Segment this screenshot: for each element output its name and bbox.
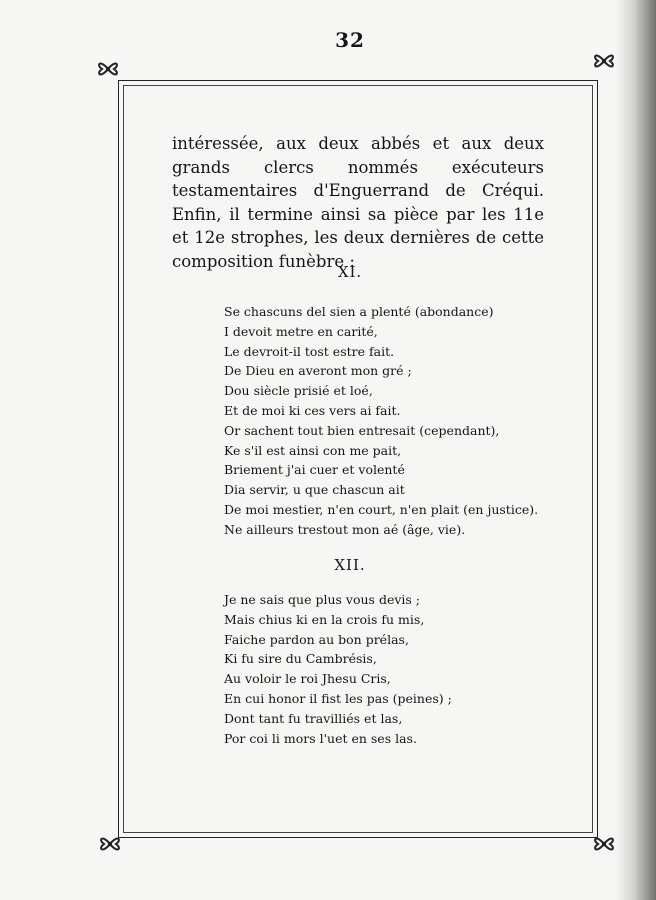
page-edge-shadow	[616, 0, 656, 900]
stanza-heading-xii: XII.	[334, 556, 366, 574]
prose-paragraph	[172, 132, 544, 273]
stanza-heading-xi: XI.	[337, 263, 363, 281]
stanza-xi	[224, 302, 539, 540]
verse-line: Ke s'il est ainsi con me pait,	[224, 442, 402, 458]
corner-ornament-icon	[590, 830, 618, 858]
verse-line: Faiche pardon au bon prélas,	[224, 631, 409, 647]
verse-line: En cui honor il fist les pas (peines) ;	[224, 690, 452, 706]
verse-line: Ki fu sire du Cambrésis,	[224, 651, 377, 667]
stanza-xii	[224, 590, 524, 748]
verse-line: Et de moi ki ces vers ai fait.	[224, 402, 401, 418]
verse-line: I devoit metre en carité,	[224, 323, 378, 339]
verse-line: Mais chius ki en la crois fu mis,	[224, 611, 425, 627]
verse-line: Dou siècle prisié et loé,	[224, 383, 373, 399]
verse-line: Dia servir, u que chascun ait	[224, 482, 405, 498]
verse-line: Se chascuns del sien a plenté (abondance)	[224, 304, 494, 319]
verse-line: Au voloir le roi Jhesu Cris,	[224, 671, 391, 687]
verse-line: Je ne sais que plus vous devis ;	[224, 592, 421, 607]
verse-line: Briement j'ai cuer et volenté	[224, 462, 405, 478]
verse-line: De Dieu en averont mon gré ;	[224, 363, 412, 379]
corner-ornament-icon	[94, 55, 122, 83]
verse-line: Or sachent tout bien entresait (cependant),	[224, 422, 500, 438]
prose-text: intéressée, aux deux abbés et aux deux grands clercs nommés exécuteurs testamentaires d'Enguerrand de Créqui. Enfin, il termine ainsi sa pièce par les 11e et 12e strophes, les deux dernières de cette composition funèbre :	[172, 134, 544, 271]
verse-line: Dont tant fu travilliés et las,	[224, 710, 403, 726]
page-number: 32	[335, 28, 365, 52]
verse-line: Le devroit-il tost estre fait.	[224, 343, 395, 359]
corner-ornament-icon	[96, 830, 124, 858]
verse-line: Por coi li mors l'uet en ses las.	[224, 730, 417, 746]
verse-line: Ne ailleurs trestout mon aé (âge, vie).	[224, 521, 466, 537]
verse-line: De moi mestier, n'en court, n'en plait (en justice).	[224, 501, 539, 517]
corner-ornament-icon	[590, 47, 618, 75]
